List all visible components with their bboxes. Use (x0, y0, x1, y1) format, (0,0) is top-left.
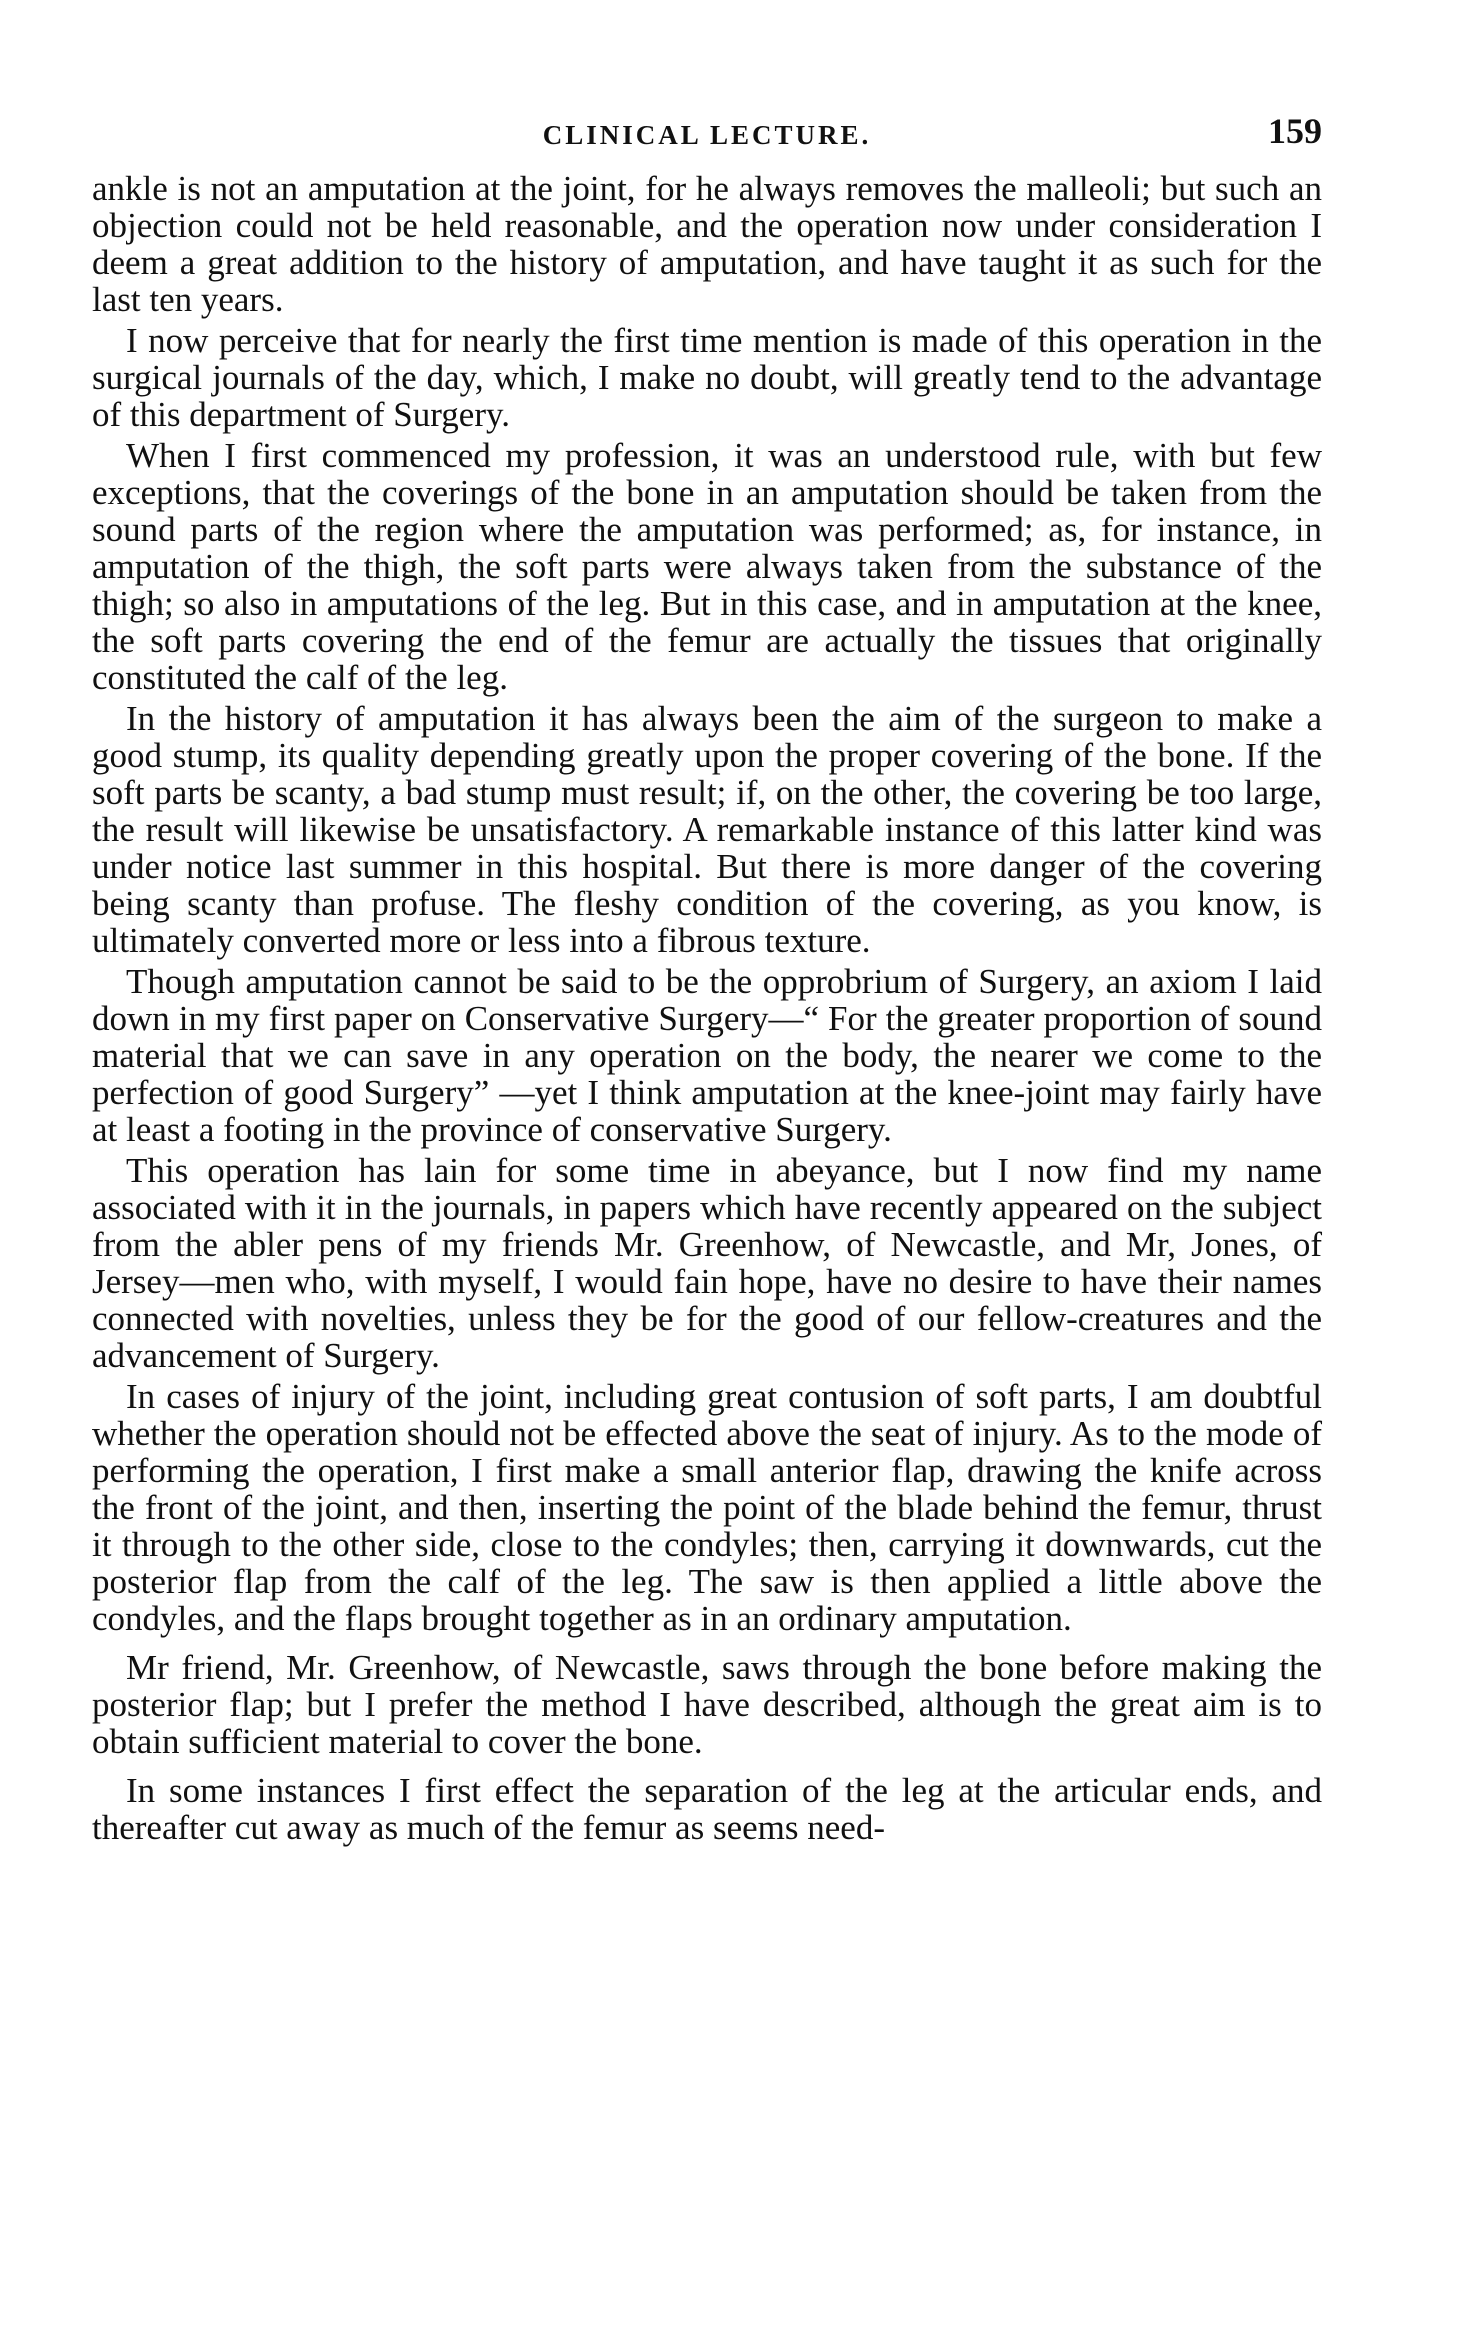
paragraph: In the history of amputation it has always been the aim of the surgeon to make a good stump, its quality depending greatly upon the proper covering of the bone. If the soft parts be scanty, a bad stump must result; if, on the other, the covering be too large, the result will likewise be unsatisfactory. A remarkable instance of this latter kind was under notice last summer in this hospital. But there is more danger of the covering being scanty than profuse. The fleshy condition of the covering, as you know, is ultimately converted more or less into a fibrous texture. (92, 699, 1322, 960)
paragraph: This operation has lain for some time in abeyance, but I now find my name associated with it in the journals, in papers which have recently appeared on the subject from the abler pens of my friends Mr. Greenhow, of Newcastle, and Mr, Jones, of Jersey—men who, with myself, I would fain hope, have no desire to have their names connected with novelties, unless they be for the good of our fellow-creatures and the advancement of Surgery. (92, 1151, 1322, 1375)
paragraph: When I first commenced my profession, it was an understood rule, with but few exceptions, that the coverings of the bone in an amputation should be taken from the sound parts of the region where the amputation was performed; as, for instance, in amputation of the thigh, the soft parts were always taken from the substance of the thigh; so also in amputations of the leg. But in this case, and in amputation at the knee, the soft parts covering the end of the femur are actually the tissues that originally constituted the calf of the leg. (92, 436, 1322, 697)
body-text (92, 170, 1322, 1846)
running-head: CLINICAL LECTURE. (542, 120, 872, 150)
paragraph: In some instances I first effect the separation of the leg at the articular ends, and thereafter cut away as much of the femur as seems need- (92, 1771, 1322, 1847)
paragraph: Though amputation cannot be said to be the opprobrium of Surgery, an axiom I laid down in my first paper on Conservative Surgery—“ For the greater proportion of sound material that we can save in any operation on the body, the nearer we come to the perfection of good Surgery” —yet I think amputation at the knee-joint may fairly have at least a footing in the province of conservative Surgery. (92, 962, 1322, 1149)
paragraph: In cases of injury of the joint, including great contusion of soft parts, I am doubtful whether the operation should not be effected above the seat of injury. As to the mode of performing the operation, I first make a small anterior flap, drawing the knife across the front of the joint, and then, inserting the point of the blade behind the femur, thrust it through to the other side, close to the condyles; then, carrying it downwards, cut the posterior flap from the calf of the leg. The saw is then applied a little above the condyles, and the flaps brought together as in an ordinary amputation. (92, 1377, 1322, 1638)
page-header (92, 100, 1322, 170)
paragraph: I now perceive that for nearly the first time mention is made of this operation in the surgical journals of the day, which, I make no doubt, will greatly tend to the advantage of this department of Surgery. (92, 321, 1322, 434)
book-page (92, 100, 1322, 1850)
page-number: 159 (1268, 111, 1322, 151)
paragraph: ankle is not an amputation at the joint, for he always removes the malleoli; but such an objection could not be held reasonable, and the operation now under consideration I deem a great addition to the history of amputation, and have taught it as such for the last ten years. (92, 169, 1322, 319)
paragraph: Mr friend, Mr. Greenhow, of Newcastle, saws through the bone before making the posterior flap; but I prefer the method I have described, although the great aim is to obtain sufficient material to cover the bone. (92, 1648, 1322, 1761)
